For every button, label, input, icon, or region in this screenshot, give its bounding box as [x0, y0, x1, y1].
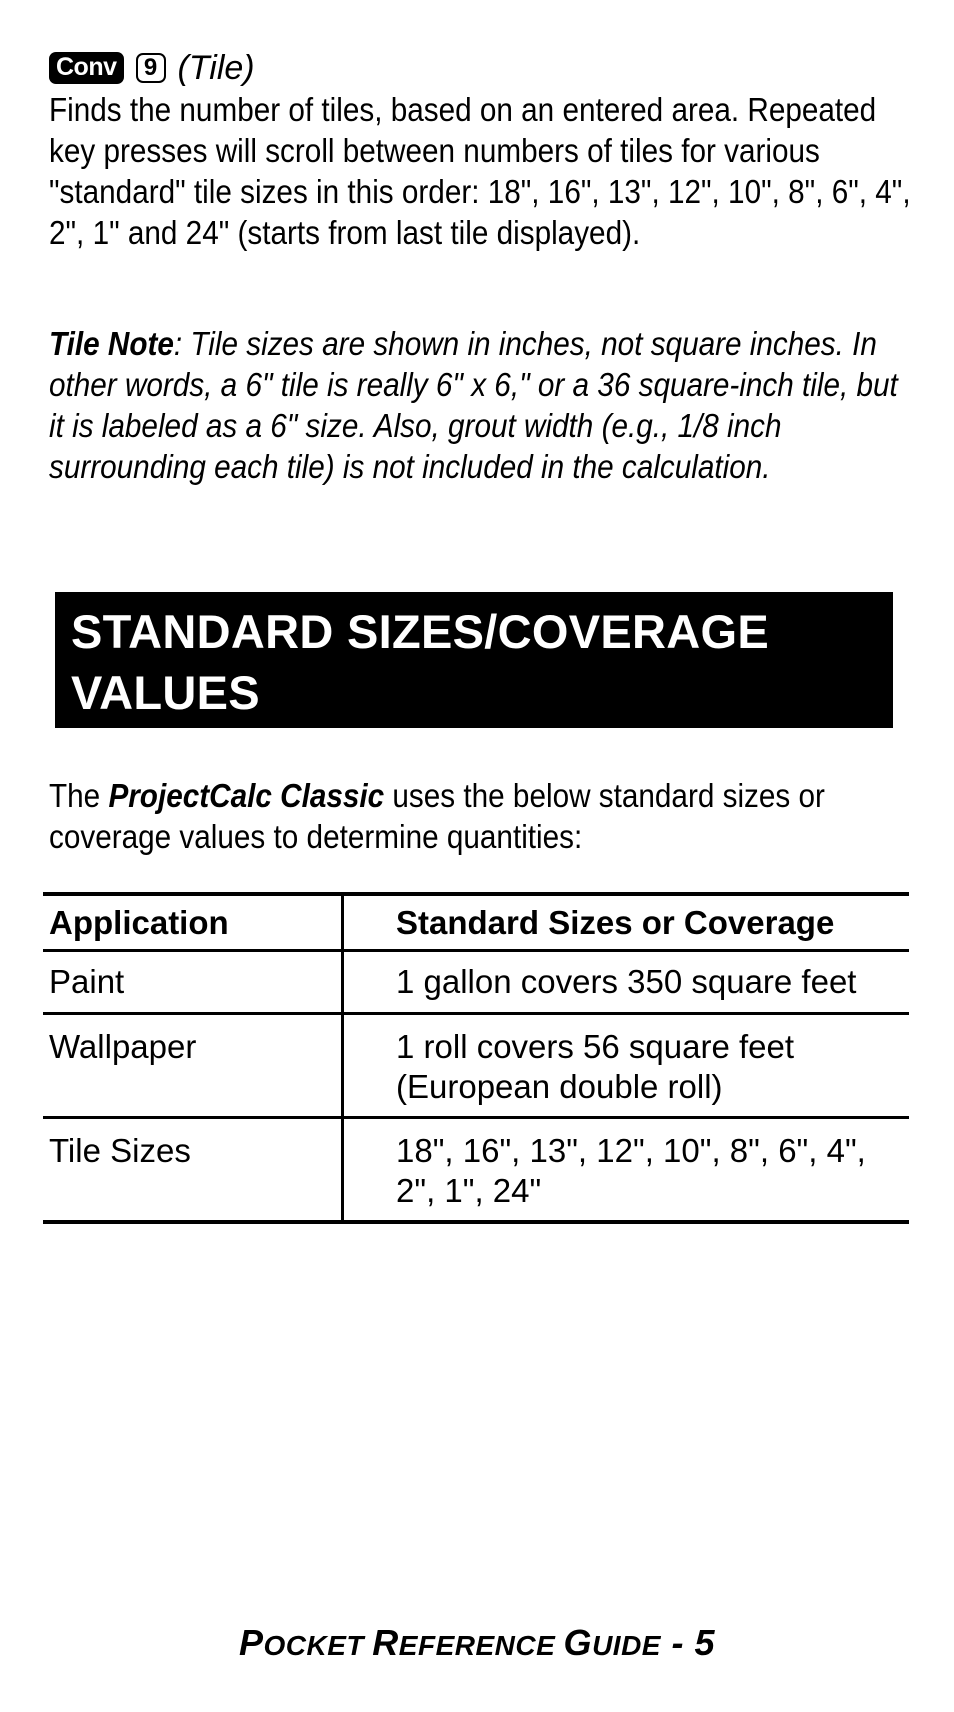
footer-smallcaps: UIDE — [592, 1630, 661, 1661]
coverage-cell — [343, 1014, 910, 1118]
conv-key-icon: Conv — [49, 52, 124, 84]
coverage-cell — [343, 1118, 910, 1222]
nine-key-icon: 9 — [136, 53, 166, 83]
footer-smallcaps: EFERENCE — [398, 1630, 564, 1661]
key-sequence — [49, 46, 255, 90]
coverage-cell — [343, 951, 910, 1014]
coverage-line-2: (European double roll) — [396, 1068, 723, 1105]
intro-paragraph — [49, 775, 919, 857]
coverage-line: 1 gallon covers 350 square feet — [396, 963, 857, 1000]
coverage-line: 1 roll covers 56 square feet — [396, 1028, 795, 1065]
application-cell: Tile Sizes — [43, 1118, 343, 1222]
product-name: ProjectCalc Classic — [108, 777, 385, 814]
footer-smallcaps: OCKET — [263, 1630, 373, 1661]
page-number: - 5 — [660, 1622, 715, 1663]
tile-note — [49, 323, 919, 487]
page-footer — [0, 1622, 954, 1664]
table-row — [43, 1014, 909, 1118]
section-heading — [55, 592, 893, 728]
coverage-line: 18", 16", 13", 12", 10", 8", 6", 4", — [396, 1132, 866, 1169]
tile-note-text: : Tile sizes are shown in inches, not square inches. In other words, a 6" tile is really 6" x 6," or a 36 square-inch tile, but it is labeled as a 6" size. Also, grout width (e.g., 1/8 inch surrounding each tile) is not included in the calculation. — [49, 325, 898, 485]
section-heading-line2: VALUES — [71, 666, 260, 719]
footer-letter: G — [563, 1622, 593, 1663]
tile-note-label: Tile Note — [49, 325, 174, 362]
function-label: (Tile) — [177, 48, 255, 87]
application-cell: Wallpaper — [43, 1014, 343, 1118]
section-heading-line1: STANDARD SIZES/COVERAGE — [71, 605, 770, 658]
column-header-coverage: Standard Sizes or Coverage — [396, 903, 835, 941]
tile-function-description: Finds the number of tiles, based on an entered area. Repeated key presses will scroll between numbers of tiles for various "standard" tile sizes in this order: 18", 16", 13", 12", 10", 8", 6", 4", 2", 1" and 24" (starts from last tile displayed). — [49, 91, 911, 251]
application-cell: Paint — [43, 951, 343, 1014]
footer-letter: P — [239, 1622, 264, 1663]
table-row — [43, 1118, 909, 1222]
table-header-row — [43, 894, 909, 951]
coverage-line-2: 2", 1", 24" — [396, 1172, 542, 1209]
footer-letter: R — [372, 1622, 399, 1663]
intro-suffix: uses the below standard sizes or coverage values to determine quantities: — [49, 777, 825, 855]
coverage-table — [43, 892, 909, 1224]
column-header-application: Application — [43, 894, 343, 951]
intro-prefix: The — [49, 777, 109, 814]
table-row — [43, 951, 909, 1014]
